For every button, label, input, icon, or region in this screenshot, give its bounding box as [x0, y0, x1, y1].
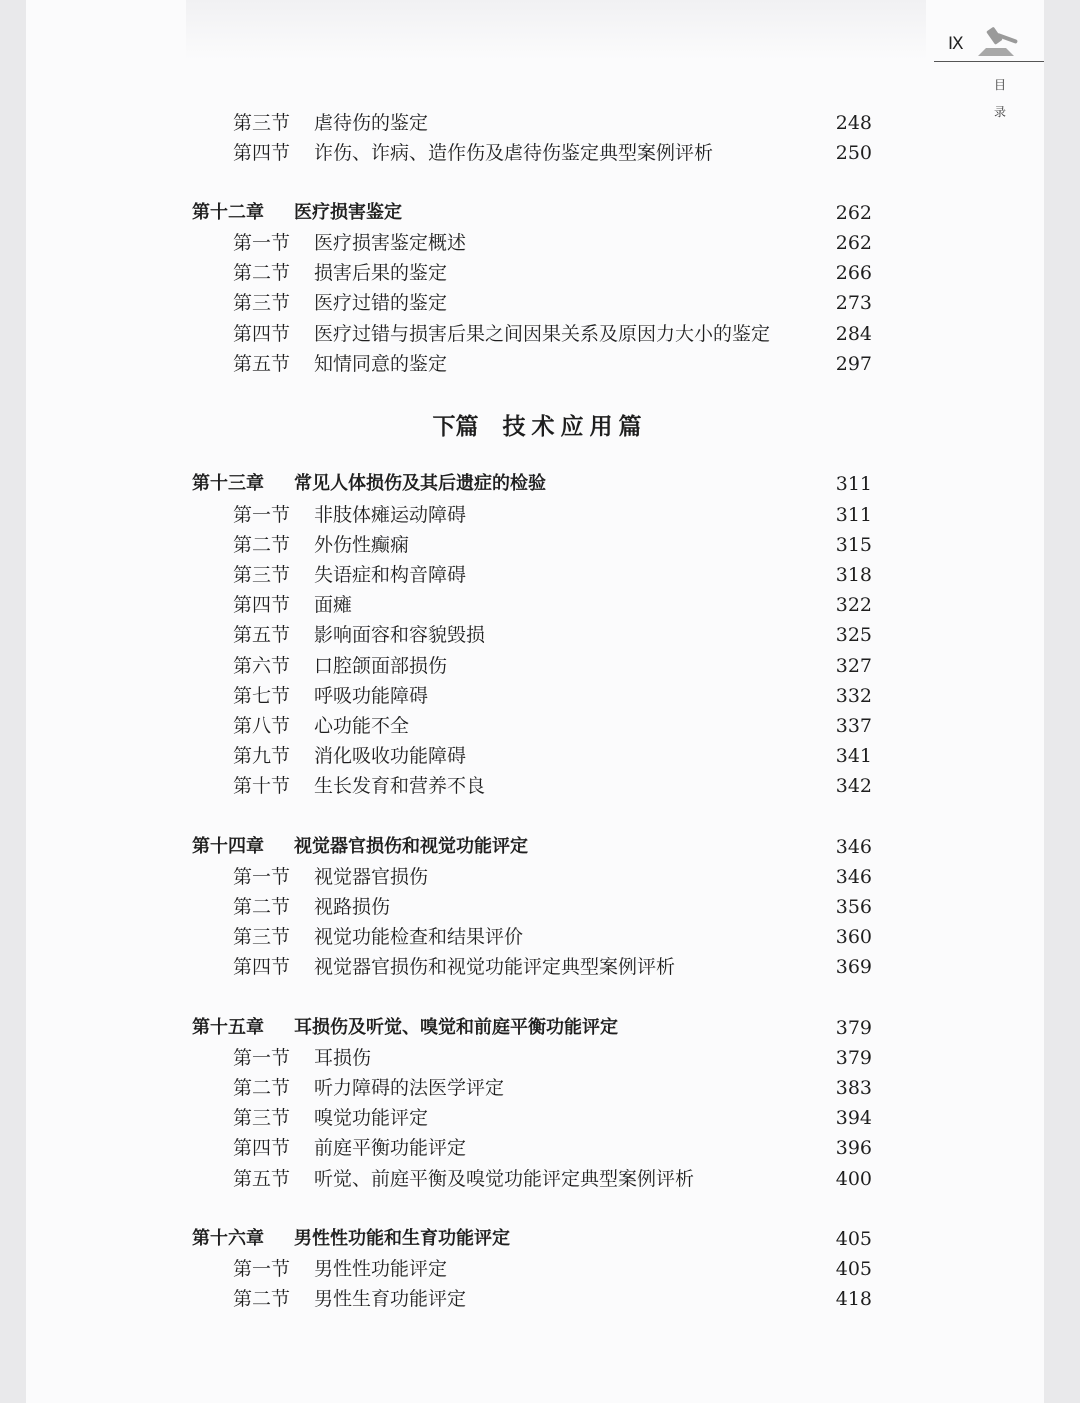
toc-section [26, 771, 1044, 801]
toc-entry-page: 266 [835, 262, 872, 284]
toc-entry-label: 第四节 [233, 956, 291, 978]
toc-entry-page: 400 [835, 1168, 872, 1190]
toc-entry-title: 面瘫 [314, 594, 353, 616]
toc-section [26, 862, 1044, 892]
toc-entry-label: 第三节 [233, 926, 291, 948]
toc-chapter [26, 1224, 1044, 1254]
toc-entry-title: 视觉器官损伤和视觉功能评定典型案例评析 [314, 956, 676, 978]
toc-entry-label: 第四节 [233, 323, 291, 345]
toc-entry-page: 248 [835, 112, 872, 134]
toc-entry-page: 396 [835, 1137, 872, 1159]
part-name: 技术应用篇 [502, 414, 648, 440]
toc-entry-title: 视觉功能检查和结果评价 [314, 926, 524, 948]
toc-entry-label: 第二节 [233, 262, 291, 284]
toc-entry-page: 315 [835, 534, 872, 556]
toc-entry-title: 外伤性癫痫 [314, 534, 410, 556]
toc-entry-label: 第九节 [233, 745, 291, 767]
toc-entry-label: 第三节 [233, 1107, 291, 1129]
gavel-icon [976, 26, 1024, 58]
toc-entry-label: 第一节 [233, 504, 291, 526]
toc-entry-title: 男性性功能评定 [314, 1258, 448, 1280]
toc-entry-page: 369 [835, 956, 872, 978]
toc-entry-page: 418 [835, 1288, 872, 1310]
side-label-char: 目 [993, 78, 1006, 92]
toc-entry-label: 第十四章 [192, 836, 264, 857]
toc-entry-page: 262 [835, 202, 872, 224]
toc-section [26, 258, 1044, 288]
scan-shadow [186, 0, 926, 60]
toc-entry-page: 346 [835, 866, 872, 888]
toc-section [26, 922, 1044, 952]
toc-entry-title: 常见人体损伤及其后遗症的检验 [294, 473, 546, 494]
toc-entry-title: 呼吸功能障碍 [314, 685, 429, 707]
toc-entry-page: 383 [835, 1077, 872, 1099]
toc-entry-label: 第二节 [233, 1077, 291, 1099]
toc-entry-title: 视路损伤 [314, 896, 391, 918]
toc-entry-label: 第一节 [233, 866, 291, 888]
toc-entry-label: 第一节 [233, 1047, 291, 1069]
toc-entry-page: 394 [835, 1107, 872, 1129]
toc-chapter [26, 1013, 1044, 1043]
toc-entry-title: 视觉器官损伤 [314, 866, 429, 888]
toc-entry-page: 297 [835, 353, 872, 375]
part-label: 下篇 [432, 414, 479, 440]
toc-entry-title: 视觉器官损伤和视觉功能评定 [294, 836, 528, 857]
toc-section [26, 741, 1044, 771]
toc-entry-label: 第六节 [233, 655, 291, 677]
toc-entry-page: 405 [835, 1228, 872, 1250]
toc-section [26, 1164, 1044, 1194]
toc-entry-page: 262 [835, 232, 872, 254]
toc-chapter [26, 469, 1044, 499]
toc-entry-title: 诈伤、诈病、造作伤及虐待伤鉴定典型案例评析 [314, 142, 714, 164]
toc-section [26, 1133, 1044, 1163]
toc-entry-label: 第十五章 [192, 1017, 264, 1038]
toc-entry-title: 医疗损害鉴定 [294, 202, 402, 223]
toc-entry-page: 273 [835, 292, 872, 314]
toc-entry-title: 心功能不全 [314, 715, 410, 737]
document-page [26, 0, 1044, 1403]
header-rule [934, 61, 1044, 62]
toc-entry-title: 听觉、前庭平衡及嗅觉功能评定典型案例评析 [314, 1168, 695, 1190]
toc-entry-label: 第十二章 [192, 202, 264, 223]
toc-entry-label: 第二节 [233, 1288, 291, 1310]
toc-entry-label: 第五节 [233, 353, 291, 375]
toc-entry-title: 耳损伤 [314, 1047, 372, 1069]
toc-section [26, 1043, 1044, 1073]
toc-entry-title: 耳损伤及听觉、嗅觉和前庭平衡功能评定 [294, 1017, 618, 1038]
toc-entry-page: 311 [835, 473, 872, 495]
toc-entry-page: 405 [835, 1258, 872, 1280]
toc-entry-label: 第三节 [233, 112, 291, 134]
toc-entry-page: 379 [835, 1047, 872, 1069]
toc-section [26, 620, 1044, 650]
toc-entry-page: 346 [835, 836, 872, 858]
toc-entry-label: 第八节 [233, 715, 291, 737]
toc-entry-label: 第二节 [233, 534, 291, 556]
toc-entry-label: 第一节 [233, 1258, 291, 1280]
toc-entry-title: 医疗过错的鉴定 [314, 292, 448, 314]
toc-entry-label: 第五节 [233, 1168, 291, 1190]
toc-section [26, 892, 1044, 922]
toc-entry-label: 第二节 [233, 896, 291, 918]
toc-entry-title: 非肢体瘫运动障碍 [314, 504, 467, 526]
toc-entry-page: 360 [835, 926, 872, 948]
toc-entry-page: 332 [835, 685, 872, 707]
toc-section [26, 319, 1044, 349]
toc-section [26, 530, 1044, 560]
toc-entry-title: 前庭平衡功能评定 [314, 1137, 467, 1159]
toc-chapter [26, 832, 1044, 862]
toc-entry-title: 虐待伤的鉴定 [314, 112, 429, 134]
toc-entry-title: 生长发育和营养不良 [314, 775, 486, 797]
toc-entry-page: 325 [835, 624, 872, 646]
toc-entry-page: 356 [835, 896, 872, 918]
part-title [26, 407, 1044, 447]
toc-section [26, 108, 1044, 138]
toc-section [26, 560, 1044, 590]
toc-entry-label: 第十节 [233, 775, 291, 797]
toc-entry-page: 342 [835, 775, 872, 797]
toc-entry-label: 第十六章 [192, 1228, 264, 1249]
toc-section [26, 500, 1044, 530]
toc-entry-label: 第五节 [233, 624, 291, 646]
toc-section [26, 228, 1044, 258]
toc-section [26, 288, 1044, 318]
toc-section [26, 1284, 1044, 1314]
toc-section [26, 1073, 1044, 1103]
toc-entry-page: 322 [835, 594, 872, 616]
toc-entry-title: 医疗过错与损害后果之间因果关系及原因力大小的鉴定 [314, 323, 771, 345]
toc-section [26, 138, 1044, 168]
toc-entry-title: 影响面容和容貌毁损 [314, 624, 486, 646]
toc-entry-label: 第七节 [233, 685, 291, 707]
toc-section [26, 1103, 1044, 1133]
toc-entry-title: 医疗损害鉴定概述 [314, 232, 467, 254]
toc-entry-title: 消化吸收功能障碍 [314, 745, 467, 767]
toc-entry-page: 311 [835, 504, 872, 526]
toc-section [26, 590, 1044, 620]
toc-entry-title: 男性生育功能评定 [314, 1288, 467, 1310]
toc-section [26, 952, 1044, 982]
toc-entry-label: 第十三章 [192, 473, 264, 494]
toc-chapter [26, 198, 1044, 228]
toc-entry-title: 失语症和构音障碍 [314, 564, 467, 586]
toc-entry-page: 250 [835, 142, 872, 164]
toc-entry-title: 听力障碍的法医学评定 [314, 1077, 505, 1099]
toc-section [26, 711, 1044, 741]
toc-section [26, 349, 1044, 379]
toc-entry-label: 第三节 [233, 564, 291, 586]
toc-entry-page: 284 [835, 323, 872, 345]
toc-entry-label: 第四节 [233, 594, 291, 616]
toc-entry-label: 第四节 [233, 142, 291, 164]
toc-section [26, 681, 1044, 711]
toc-entry-title: 口腔颌面部损伤 [314, 655, 448, 677]
toc-entry-title: 知情同意的鉴定 [314, 353, 448, 375]
page-number: Ⅸ [948, 34, 964, 54]
toc-entry-label: 第一节 [233, 232, 291, 254]
toc-entry-page: 341 [835, 745, 872, 767]
toc-entry-title: 嗅觉功能评定 [314, 1107, 429, 1129]
toc-entry-label: 第四节 [233, 1137, 291, 1159]
toc-section [26, 651, 1044, 681]
toc-entry-page: 327 [835, 655, 872, 677]
toc-entry-page: 379 [835, 1017, 872, 1039]
toc-entry-label: 第三节 [233, 292, 291, 314]
toc-entry-page: 337 [835, 715, 872, 737]
side-label-char: 录 [993, 105, 1006, 119]
toc-entry-title: 损害后果的鉴定 [314, 262, 448, 284]
toc-entry-page: 318 [835, 564, 872, 586]
toc-entry-title: 男性性功能和生育功能评定 [294, 1228, 510, 1249]
toc-section [26, 1254, 1044, 1284]
